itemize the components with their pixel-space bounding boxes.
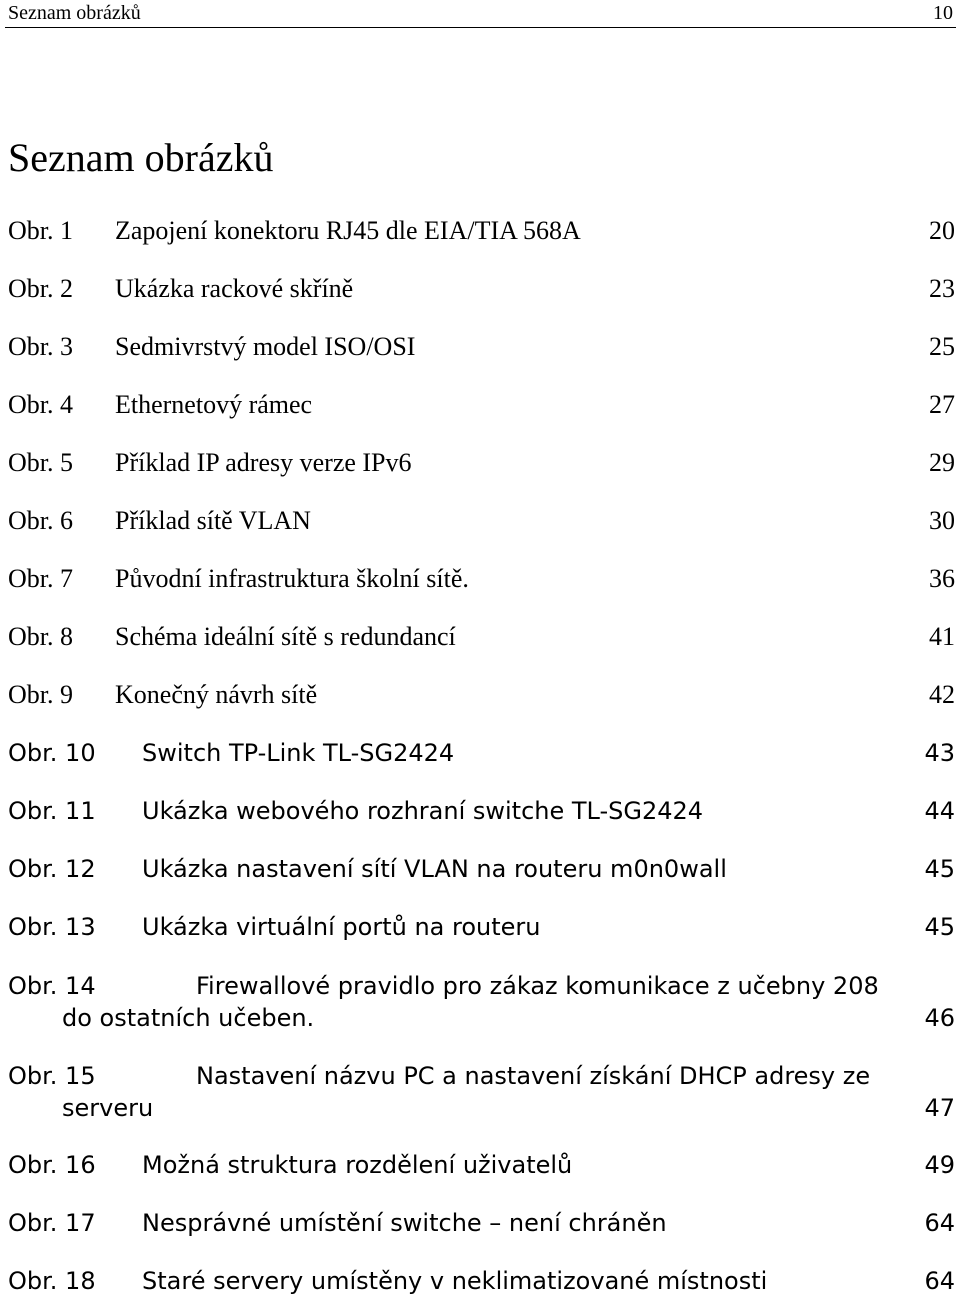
figure-page: 30 [929, 506, 955, 535]
figure-page: 42 [929, 680, 955, 709]
figure-caption: Původní infrastruktura školní sítě. [115, 564, 469, 593]
figure-page: 36 [929, 564, 955, 593]
figure-caption: Zapojení konektoru RJ45 dle EIA/TIA 568A [115, 216, 581, 245]
figure-page: 23 [929, 274, 955, 303]
figure-entry[interactable] [8, 1149, 955, 1181]
figure-number: Obr. 1 [8, 216, 73, 245]
figure-caption: Příklad IP adresy verze IPv6 [115, 448, 412, 477]
figure-caption: Nastavení názvu PC a nastavení získání DHCP adresy ze serveru [62, 1062, 871, 1122]
figure-entry[interactable] [8, 621, 955, 653]
figure-entry[interactable] [8, 853, 955, 885]
figure-page: 29 [929, 448, 955, 477]
figure-page: 25 [929, 332, 955, 361]
figure-caption: Nesprávné umístění switche – není chráněn [142, 1209, 667, 1237]
figure-page: 45 [924, 913, 955, 941]
figure-number: Obr. 14 [8, 972, 96, 1000]
figure-entry[interactable] [8, 1265, 955, 1297]
figure-caption: Sedmivrstvý model ISO/OSI [115, 332, 416, 361]
figure-caption: Konečný návrh sítě [115, 680, 318, 709]
figure-number: Obr. 9 [8, 680, 73, 709]
figure-number: Obr. 13 [8, 913, 96, 941]
figure-number: Obr. 17 [8, 1209, 96, 1237]
figure-entry[interactable] [8, 447, 955, 479]
figure-page: 64 [924, 1267, 955, 1295]
figure-page: 27 [929, 390, 955, 419]
figure-number: Obr. 4 [8, 390, 73, 419]
figure-number: Obr. 3 [8, 332, 73, 361]
figure-caption: Staré servery umístěny v neklimatizované místnosti [142, 1267, 768, 1295]
figure-page: 45 [924, 855, 955, 883]
figure-caption: Ukázka nastavení sítí VLAN na routeru m0n0wall [142, 855, 727, 883]
figure-number: Obr. 6 [8, 506, 73, 535]
figure-caption: Ethernetový rámec [115, 390, 313, 419]
figure-page: 41 [929, 622, 955, 651]
figure-caption: Schéma ideální sítě s redundancí [115, 622, 456, 651]
running-header-title: Seznam obrázků [8, 2, 141, 24]
figure-entry[interactable] [8, 795, 955, 827]
figure-page: 49 [924, 1151, 955, 1179]
figure-number: Obr. 16 [8, 1151, 96, 1179]
figure-entry[interactable] [8, 273, 955, 305]
figure-number: Obr. 8 [8, 622, 73, 651]
figure-entry[interactable] [8, 389, 955, 421]
figure-caption: Příklad sítě VLAN [115, 506, 311, 535]
figure-caption: Firewallové pravidlo pro zákaz komunikace z učebny 208 do ostatních učeben. [62, 972, 879, 1032]
running-header-page-number: 10 [933, 2, 953, 24]
figure-entry[interactable] [8, 679, 955, 711]
figure-number: Obr. 2 [8, 274, 73, 303]
figure-entry[interactable] [8, 1207, 955, 1239]
figure-number: Obr. 5 [8, 448, 73, 477]
figure-entry[interactable] [8, 911, 955, 943]
figure-number: Obr. 7 [8, 564, 73, 593]
figure-caption: Ukázka rackové skříně [115, 274, 354, 303]
figure-entry[interactable] [8, 970, 955, 1034]
figure-caption: Switch TP-Link TL-SG2424 [142, 739, 455, 767]
figure-entry[interactable] [8, 215, 955, 247]
figure-entry[interactable] [8, 505, 955, 537]
figure-number: Obr. 18 [8, 1267, 96, 1295]
figure-caption: Ukázka webového rozhraní switche TL-SG2424 [142, 797, 704, 825]
figure-page: 47 [924, 1094, 955, 1122]
figure-page: 46 [924, 1004, 955, 1032]
figure-page: 20 [929, 216, 955, 245]
figure-caption: Možná struktura rozdělení uživatelů [142, 1151, 573, 1179]
figure-number: Obr. 15 [8, 1062, 96, 1090]
figure-number: Obr. 10 [8, 739, 96, 767]
figure-number: Obr. 12 [8, 855, 96, 883]
figure-page: 64 [924, 1209, 955, 1237]
page-title: Seznam obrázků [8, 135, 274, 180]
figure-number: Obr. 11 [8, 797, 96, 825]
figure-list [8, 0, 955, 1299]
figure-entry[interactable] [8, 1060, 955, 1124]
figure-entry[interactable] [8, 563, 955, 595]
figure-page: 44 [924, 797, 955, 825]
figure-entry[interactable] [8, 331, 955, 363]
figure-page: 43 [924, 739, 955, 767]
figure-entry[interactable] [8, 737, 955, 769]
figure-caption: Ukázka virtuální portů na routeru [142, 913, 541, 941]
